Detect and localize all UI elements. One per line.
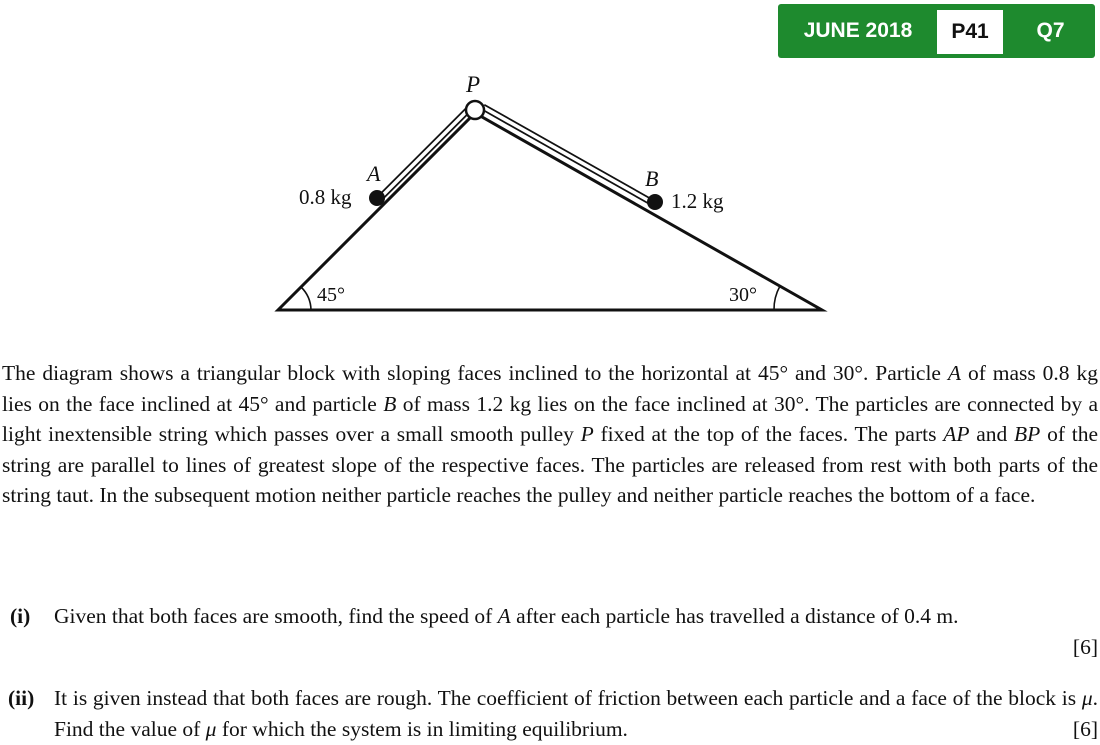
part-number: (i) [10, 604, 31, 628]
particle-a-mass: 0.8 kg [299, 185, 352, 209]
triangular-block-diagram [0, 0, 1100, 340]
part-text: Given that both faces are smooth, find the speed of A after each particle has travelled a distance of 0.4 m. [54, 604, 959, 628]
left-angle-label: 45° [317, 284, 345, 306]
particle-a [369, 190, 385, 206]
particle-b-mass: 1.2 kg [671, 189, 724, 213]
paper-number: P41 [937, 10, 1003, 54]
particle-b [647, 194, 663, 210]
particle-b-label: B [645, 166, 659, 191]
pulley-label: P [466, 72, 481, 97]
particle-a-label: A [367, 161, 381, 186]
angle-arc-45 [301, 287, 311, 310]
question-part-i [2, 601, 1098, 663]
right-angle-label: 30° [729, 284, 757, 306]
exam-session: JUNE 2018 [803, 19, 913, 42]
part-marks: [6] [1072, 634, 1098, 659]
part-number: (ii) [8, 686, 35, 710]
part-marks: [6] [1072, 716, 1098, 741]
question-number: Q7 [1036, 19, 1065, 42]
question-part-ii [2, 683, 1098, 745]
part-text: It is given instead that both faces are rough. The coefficient of friction between each particle and a face of the block is μ. Find the value of μ for which the system is in limiting equilibrium. [54, 686, 1098, 741]
angle-arc-30 [774, 286, 780, 310]
pulley [466, 101, 484, 119]
question-stem: The diagram shows a triangular block with sloping faces inclined to the horizontal at 45° and 30°. Particle A of mass 0.8 kg lies on the face inclined at 45° and particle B of mass 1.2 kg lies on the face inclined at 30°. The particles are connected by a light inextensible string which passes over a small smooth pulley P fixed at the top of the faces. The parts AP and BP of the string are parallel to lines of greatest slope of the respective faces. The particles are released from rest with both parts of the string taut. In the subsequent motion neither particle reaches the pulley and neither particle reaches the bottom of a face. [2, 361, 1099, 507]
